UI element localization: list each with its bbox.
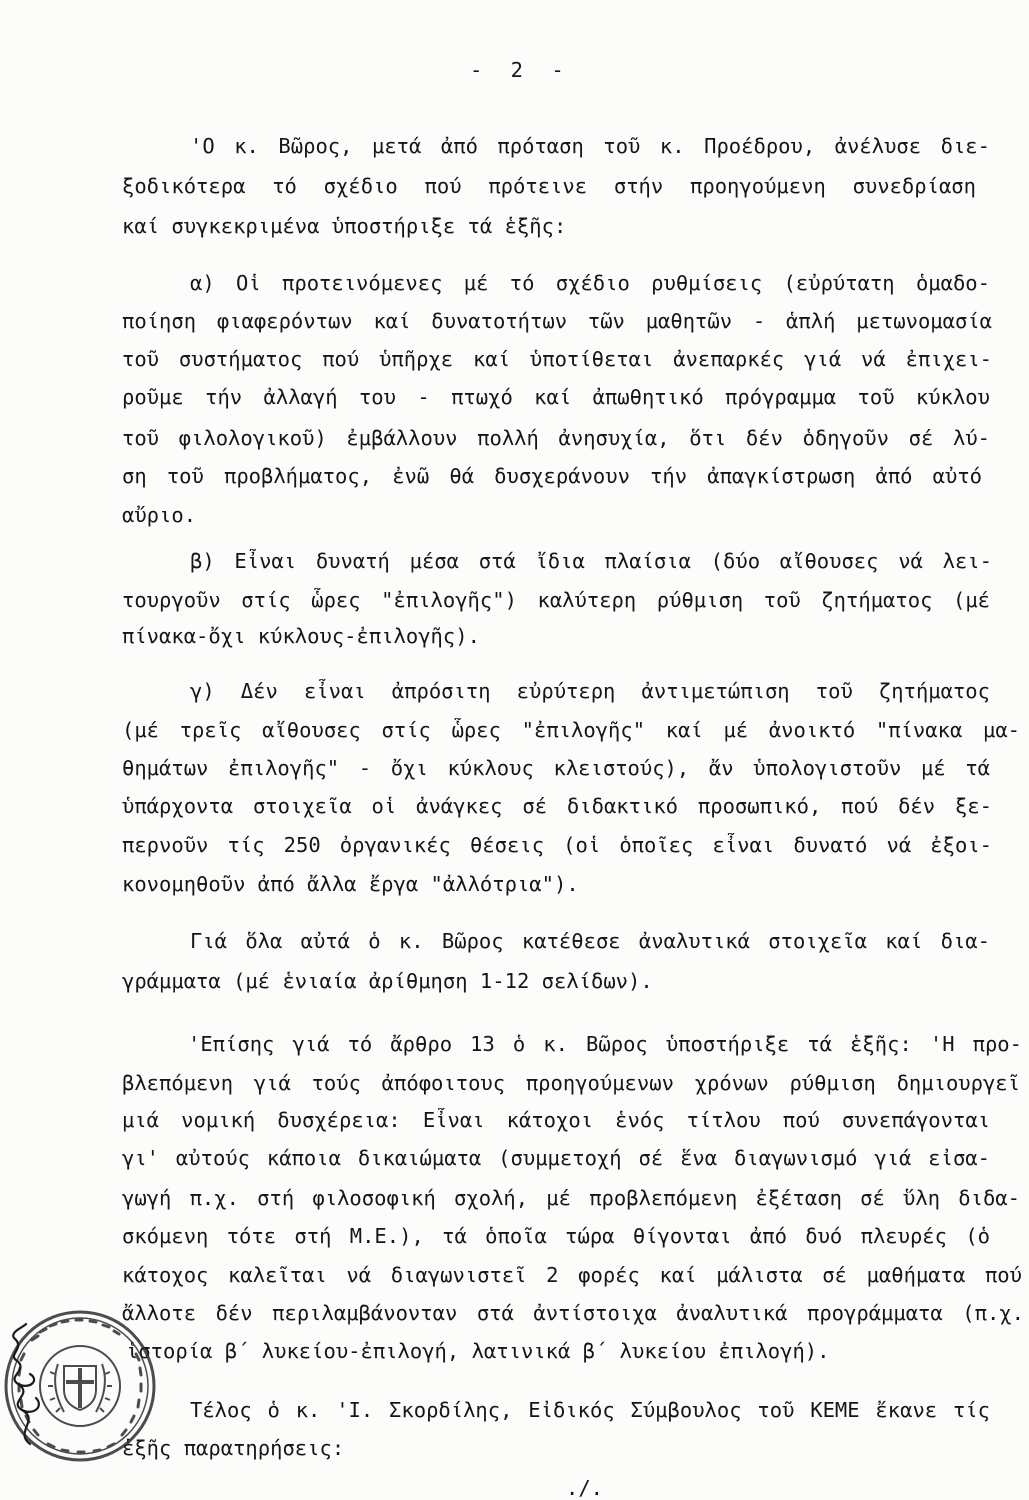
text-line: (μέ τρεῖς αἴθουσες στίς ὧρες "ἐπιλογῆς" καί μέ ἀνοικτό "πίνακα μα-: [122, 718, 1020, 742]
text-line: ἱστορία β΄ λυκείου-ἐπιλογή, λατινικά β΄ λυκείου ἐπιλογή).: [126, 1339, 830, 1363]
text-line: θημάτων ἐπιλογῆς" - ὄχι κύκλους κλειστούς), ἄν ὑπολογιστοῦν μέ τά: [122, 756, 990, 780]
text-line: τοῦ συστήματος πού ὑπῆρχε καί ὑποτίθεται ἀνεπαρκές γιά νά ἐπιχει-: [122, 347, 992, 371]
text-line: κάτοχος καλεῖται νά διαγωνιστεῖ 2 φορές καί μάλιστα σέ μαθήματα πού: [122, 1263, 1022, 1287]
seal-ring-marks: [19, 1320, 141, 1452]
text-line: καί συγκεκριμένα ὑποστήριξε τά ἑξῆς:: [122, 214, 567, 238]
page-number: - 2 -: [470, 58, 564, 82]
text-line: αὔριο.: [122, 503, 197, 527]
text-line: μιά νομική δυσχέρεια: Εἶναι κάτοχοι ἑνός τίτλου πού συνεπάγονται: [122, 1108, 990, 1132]
seal-shield: [64, 1366, 96, 1410]
text-line: βλεπόμενη γιά τούς ἀπόφοιτους προηγούμενων χρόνων ρύθμιση δημιουργεῖ: [122, 1071, 1020, 1095]
text-line: 'Ο κ. Βῶρος, μετά ἀπό πρόταση τοῦ κ. Προέδρου, ἀνέλυσε διε-: [190, 134, 990, 158]
text-line: Τέλος ὁ κ. 'Ι. Σκορδίλης, Εἰδικός Σύμβουλος τοῦ ΚΕΜΕ ἔκανε τίς: [190, 1398, 990, 1422]
text-line: τουργοῦν στίς ὧρες "ἐπιλογῆς") καλύτερη ρύθμιση τοῦ ζητήματος (μέ: [122, 588, 990, 612]
text-line: τοῦ φιλολογικοῦ) ἐμβάλλουν πολλή ἀνησυχία, ὅτι δέν ὁδηγοῦν σέ λύ-: [122, 426, 990, 450]
text-line: β) Εἶναι δυνατή μέσα στά ἴδια πλαίσια (δύο αἴθουσες νά λει-: [190, 549, 992, 573]
seal-laurel-right: [96, 1364, 105, 1412]
text-line: ποίηση φιαφερόντων καί δυνατοτήτων τῶν μαθητῶν - ἁπλή μετωνομασία: [122, 309, 992, 333]
seal-center-ring: [40, 1346, 120, 1426]
text-line: ξοδικότερα τό σχέδιο πού πρότεινε στήν προηγούμενη συνεδρίαση: [122, 174, 976, 198]
text-line: περνοῦν τίς 250 ὀργανικές θέσεις (οἱ ὁποῖες εἶναι δυνατό νά ἐξοι-: [122, 833, 992, 857]
text-line: Γιά ὅλα αὐτά ὁ κ. Βῶρος κατέθεσε ἀναλυτικά στοιχεῖα καί δια-: [190, 929, 990, 953]
text-line: ση τοῦ προβλήματος, ἐνῶ θά δυσχεράνουν τήν ἀπαγκίστρωση ἀπό αὐτό: [122, 464, 982, 488]
text-line: γι' αὐτούς κάποια δικαιώματα (συμμετοχή σέ ἕνα διαγωνισμό γιά εἰσα-: [122, 1146, 990, 1170]
text-line: κονομηθοῦν ἀπό ἄλλα ἔργα "ἀλλότρια").: [122, 872, 579, 896]
signature: [0, 1320, 60, 1450]
text-line: πίνακα-ὄχι κύκλους-ἐπιλογῆς).: [122, 624, 480, 648]
text-line: 'Επίσης γιά τό ἄρθρο 13 ὁ κ. Βῶρος ὑποστήριξε τά ἑξῆς: 'Η προ-: [188, 1032, 1022, 1056]
text-line: γ) Δέν εἶναι ἀπρόσιτη εὐρύτερη ἀντιμετώπιση τοῦ ζητήματος: [190, 679, 990, 703]
text-line: ὑπάρχοντα στοιχεῖα οἱ ἀνάγκες σέ διδακτικό προσωπικό, πού δέν ξε-: [122, 794, 992, 818]
text-line: α) Οἱ προτεινόμενες μέ τό σχέδιο ρυθμίσεις (εὐρύτατη ὁμαδο-: [190, 271, 990, 295]
continuation-mark: ./.: [566, 1476, 604, 1500]
seal-laurel-left: [55, 1364, 64, 1412]
seal-cross: [66, 1368, 94, 1408]
text-line: ἄλλοτε δέν περιλαμβάνονταν στά ἀντίστοιχα ἀναλυτικά προγράμματα (π.χ.: [122, 1301, 1024, 1325]
text-line: ροῦμε τήν ἀλλαγή του - πτωχό καί ἀπωθητικό πρόγραμμα τοῦ κύκλου: [122, 385, 990, 409]
text-line: ἑξῆς παρατηρήσεις:: [122, 1436, 345, 1460]
text-line: γράμματα (μέ ἑνιαία ἀρίθμηση 1-12 σελίδων).: [122, 969, 653, 993]
text-line: σκόμενη τότε στή Μ.Ε.), τά ὁποῖα τώρα θίγονται ἀπό δυό πλευρές (ὁ: [122, 1224, 990, 1248]
text-line: γωγή π.χ. στή φιλοσοφική σχολή, μέ προβλεπόμενη ἐξέταση σέ ὕλη διδα-: [122, 1186, 1020, 1210]
